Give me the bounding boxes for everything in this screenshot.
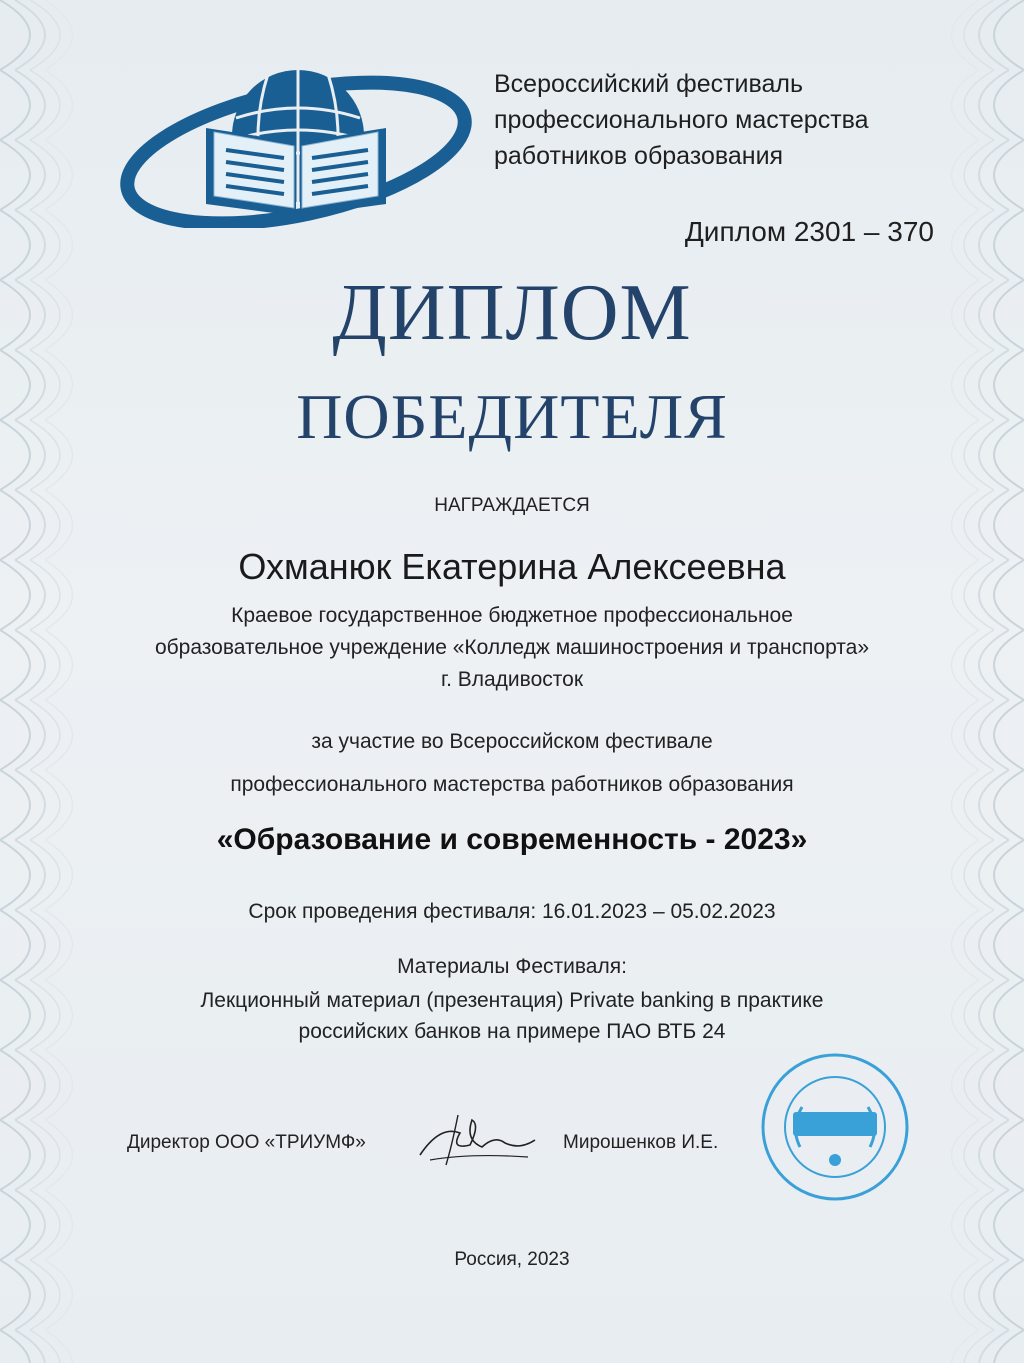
diploma-title: ДИПЛОМ — [332, 269, 692, 357]
signature-icon — [410, 1105, 540, 1175]
director-label: Директор ООО «ТРИУМФ» — [127, 1132, 366, 1153]
left-ornament-border — [0, 0, 100, 1363]
participation-text: профессионального мастерства работников образования — [230, 773, 794, 796]
materials-description: Лекционный материал (презентация) Private banking в практике российских банков на примере ПАО ВТБ 24 — [200, 989, 824, 1043]
festival-name: «Образование и современность - 2023» — [216, 823, 808, 856]
diploma-number: Диплом 2301 – 370 — [684, 216, 934, 247]
festival-title-line: профессионального мастерства — [494, 106, 869, 134]
right-ornament-border — [924, 0, 1024, 1363]
festival-title-line: работников образования — [494, 142, 784, 170]
festival-dates: Срок проведения фестиваля: 16.01.2023 – 05.02.2023 — [248, 900, 776, 923]
materials-label: Материалы Фестиваля: — [397, 955, 627, 978]
diploma-subtitle: ПОБЕДИТЕЛЯ — [296, 381, 728, 452]
institution-name: Краевое государственное бюджетное профессиональное образовательное учреждение «Колледж машиностроения и транспорта» г. Владивосток — [154, 604, 870, 691]
festival-title — [494, 66, 994, 174]
awarded-label: НАГРАЖДАЕТСЯ — [434, 495, 590, 516]
footer-place-year: Россия, 2023 — [454, 1249, 570, 1270]
recipient-name: Охманюк Екатерина Алексеевна — [238, 546, 786, 587]
participation-text: за участие во Всероссийском фестивале — [311, 730, 713, 753]
triumph-stamp-icon — [760, 1052, 910, 1202]
festival-title-line: Всероссийский фестиваль — [494, 70, 804, 98]
signer-name: Мирошенков И.Е. — [563, 1132, 719, 1153]
globe-book-logo-icon — [118, 58, 478, 228]
